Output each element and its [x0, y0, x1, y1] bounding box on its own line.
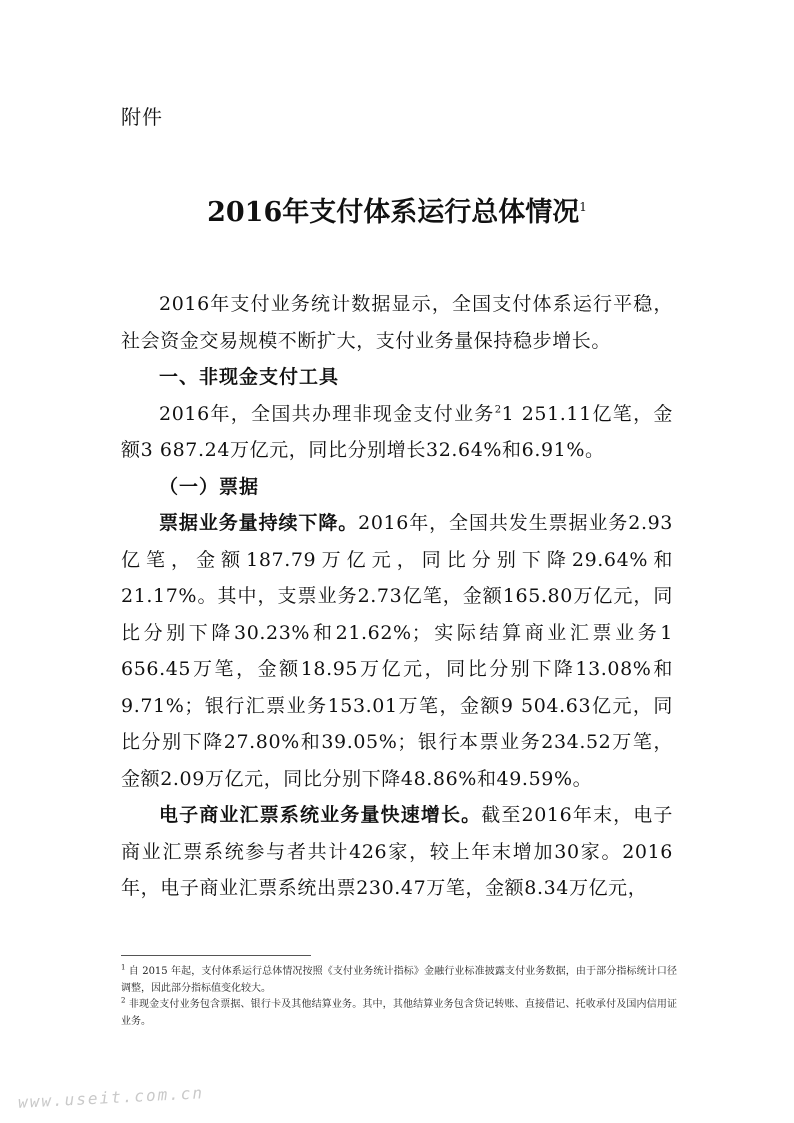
footnote-mark: 2 [121, 996, 126, 1005]
bills-text: 2016年，全国共发生票据业务2.93亿笔，金额187.79万亿元，同比分别下降29.64%和21.17%。其中，支票业务2.73亿笔，金额165.80万亿元，同比分别下降30.23%和21.62%；实际结算商业汇票业务1 656.45万笔，金额18.95万亿元，同比分别下降13.08%和9.71%；银行汇票业务153.01万笔，金额9 504.63亿元，同比分别下降27.80%和39.05%；银行本票业务234.52万笔，金额2.09万亿元，同比分别下降48.86%和49.59%。 [121, 512, 673, 790]
watermark: www.useit.com.cn [17, 1083, 205, 1112]
footnote-text: 非现金支付业务包含票据、银行卡及其他结算业务。其中，其他结算业务包含贷记转账、直接借记、托收承付及国内信用证业务。 [121, 999, 678, 1027]
footnotes [121, 964, 677, 1030]
ecds-lead: 电子商业汇票系统业务量快速增长。 [159, 804, 482, 826]
footnote-divider [121, 955, 311, 956]
noncash-summary-paragraph [121, 396, 673, 469]
footnote-1 [121, 964, 677, 997]
noncash-footnote-ref: 2 [494, 404, 502, 416]
ecds-paragraph [121, 797, 673, 907]
document-title [0, 190, 794, 229]
noncash-text-b: 1 251.11亿笔，金额3 687.24万亿元，同比分别增长32.64%和6.91%。 [121, 402, 673, 461]
footnote-2 [121, 997, 677, 1030]
annex-label: 附件 [121, 105, 163, 129]
ecds-text: 截至2016年末，电子商业汇票系统参与者共计426家，较上年末增加30家。2016年，电子商业汇票系统出票230.47万笔，金额8.34万亿元， [121, 804, 673, 899]
bills-lead: 票据业务量持续下降。 [159, 512, 359, 534]
section-heading-noncash: 一、非现金支付工具 [159, 366, 340, 388]
title-footnote-ref: 1 [579, 200, 587, 214]
subsection-heading-bills: （一）票据 [159, 475, 260, 498]
document-body [121, 286, 673, 907]
intro-paragraph: 2016年支付业务统计数据显示，全国支付体系运行平稳，社会资金交易规模不断扩大，支付业务量保持稳步增长。 [121, 293, 673, 352]
noncash-text-a: 2016年，全国共办理非现金支付业务 [159, 402, 495, 425]
footnote-mark: 1 [121, 963, 126, 972]
title-text: 2016年支付体系运行总体情况 [207, 197, 580, 228]
footnote-text: 自 2015 年起，支付体系运行总体情况按照《支付业务统计指标》金融行业标准披露支付业务数据，由于部分指标统计口径调整，因此部分指标值变化较大。 [121, 966, 677, 994]
bills-paragraph [121, 505, 673, 797]
